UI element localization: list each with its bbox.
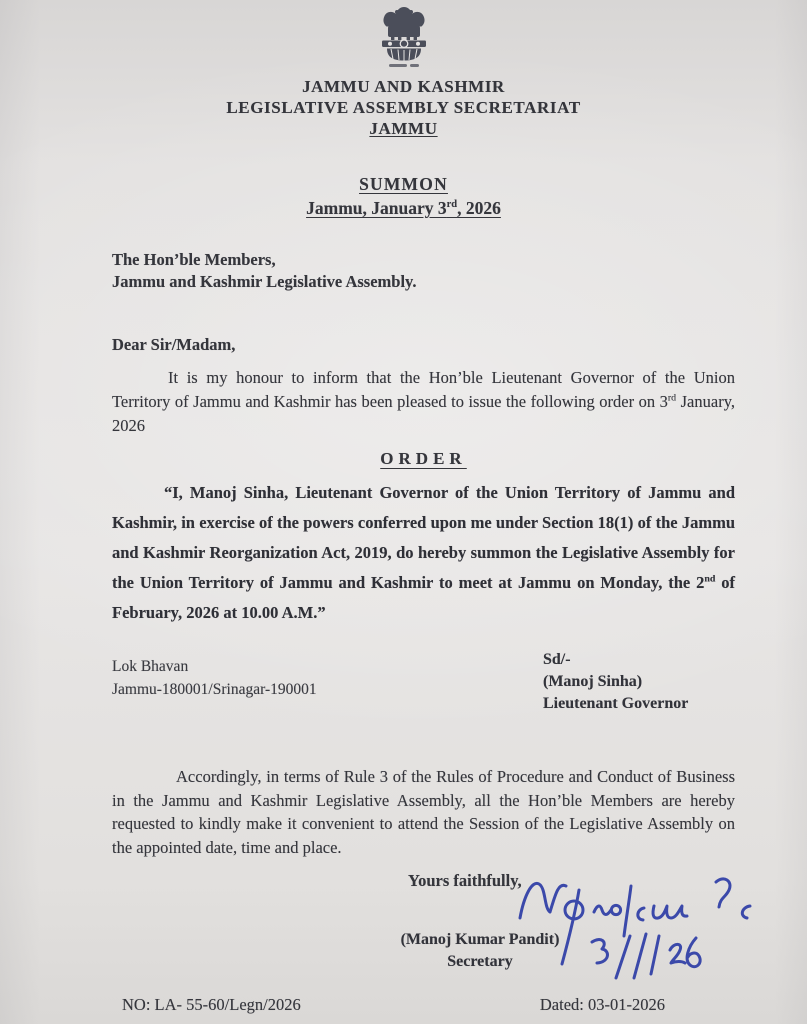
addressee-block [112,249,735,293]
order-text-end: of February, 2026 at 10.00 A.M.” [112,573,735,622]
letterhead-line-3: JAMMU [369,119,438,138]
intro-text: It is my honour to inform that the Hon’ble Lieutenant Governor of the Union Territory of Jammu and Kashmir has been pleased to issue the following order on 3 [112,368,735,411]
reference-number: NO: LA- 55-60/Legn/2026 [122,995,301,1014]
office-line-1: Lok Bhavan [112,658,189,675]
signed-by-block [543,649,735,715]
secretary-designation: Secretary [447,953,513,970]
ashoka-emblem-icon [373,5,435,71]
addressee-line-1: The Hon’ble Members, [112,250,276,269]
intro-paragraph [112,366,735,438]
order-text: “I, Manoj Sinha, Lieutenant Governor of the Union Territory of Jammu and Kashmir, in exercise of the powers conferred upon me under Section 18(1) of the Jammu and Kashmir Reorganization Act, 2019, do hereby summon the Legislative Assembly for the Union Territory of Jammu and Kashmir to meet at Jammu on Monday, the 2 [112,483,735,592]
dated-label: Dated: 03-01-2026 [539,995,665,1014]
valediction: Yours faithfully, [408,871,522,890]
letterhead-line-2: LEGISLATIVE ASSEMBLY SECRETARIAT [226,98,581,117]
dateline-text: Jammu, January 3 [306,198,447,218]
addressee-line-2: Jammu and Kashmir Legislative Assembly. [112,272,417,291]
salutation: Dear Sir/Madam, [112,335,236,354]
order-heading-text: ORDER [380,449,467,468]
letter-body [112,249,735,859]
issuer-row [112,651,735,715]
issuing-office-block [112,655,317,715]
governor-designation: Lieutenant Governor [543,695,689,712]
closing-paragraph [112,765,735,859]
order-ordinal: nd [704,573,716,585]
letterhead-line-1: JAMMU AND KASHMIR [302,77,505,96]
secretary-name: (Manoj Kumar Pandit) [400,931,560,948]
order-heading [112,449,735,469]
governor-name: (Manoj Sinha) [543,673,643,690]
summon-title: SUMMON [359,174,448,194]
letterhead [0,0,807,139]
summon-dateline [0,198,807,219]
closing-text: Accordingly, in terms of Rule 3 of the Rules of Procedure and Conduct of Business in the Jammu and Kashmir Legislative Assembly, all the Hon’ble Members are hereby requested to kindly make it convenient to attend the Session of the Legislative Assembly on the appointed date, time and place. [112,767,735,857]
intro-text-end: January, 2026 [112,392,735,435]
order-paragraph [112,478,735,628]
dateline-ordinal: rd [446,199,458,211]
office-line-2: Jammu-180001/Srinagar-190001 [112,681,317,698]
intro-ordinal: rd [667,392,677,404]
footer-row [122,995,807,1015]
subject-block [0,174,807,219]
sd-notation: Sd/- [543,651,571,668]
handwritten-signature-icon [512,874,774,992]
dateline-year: , 2026 [457,198,501,218]
